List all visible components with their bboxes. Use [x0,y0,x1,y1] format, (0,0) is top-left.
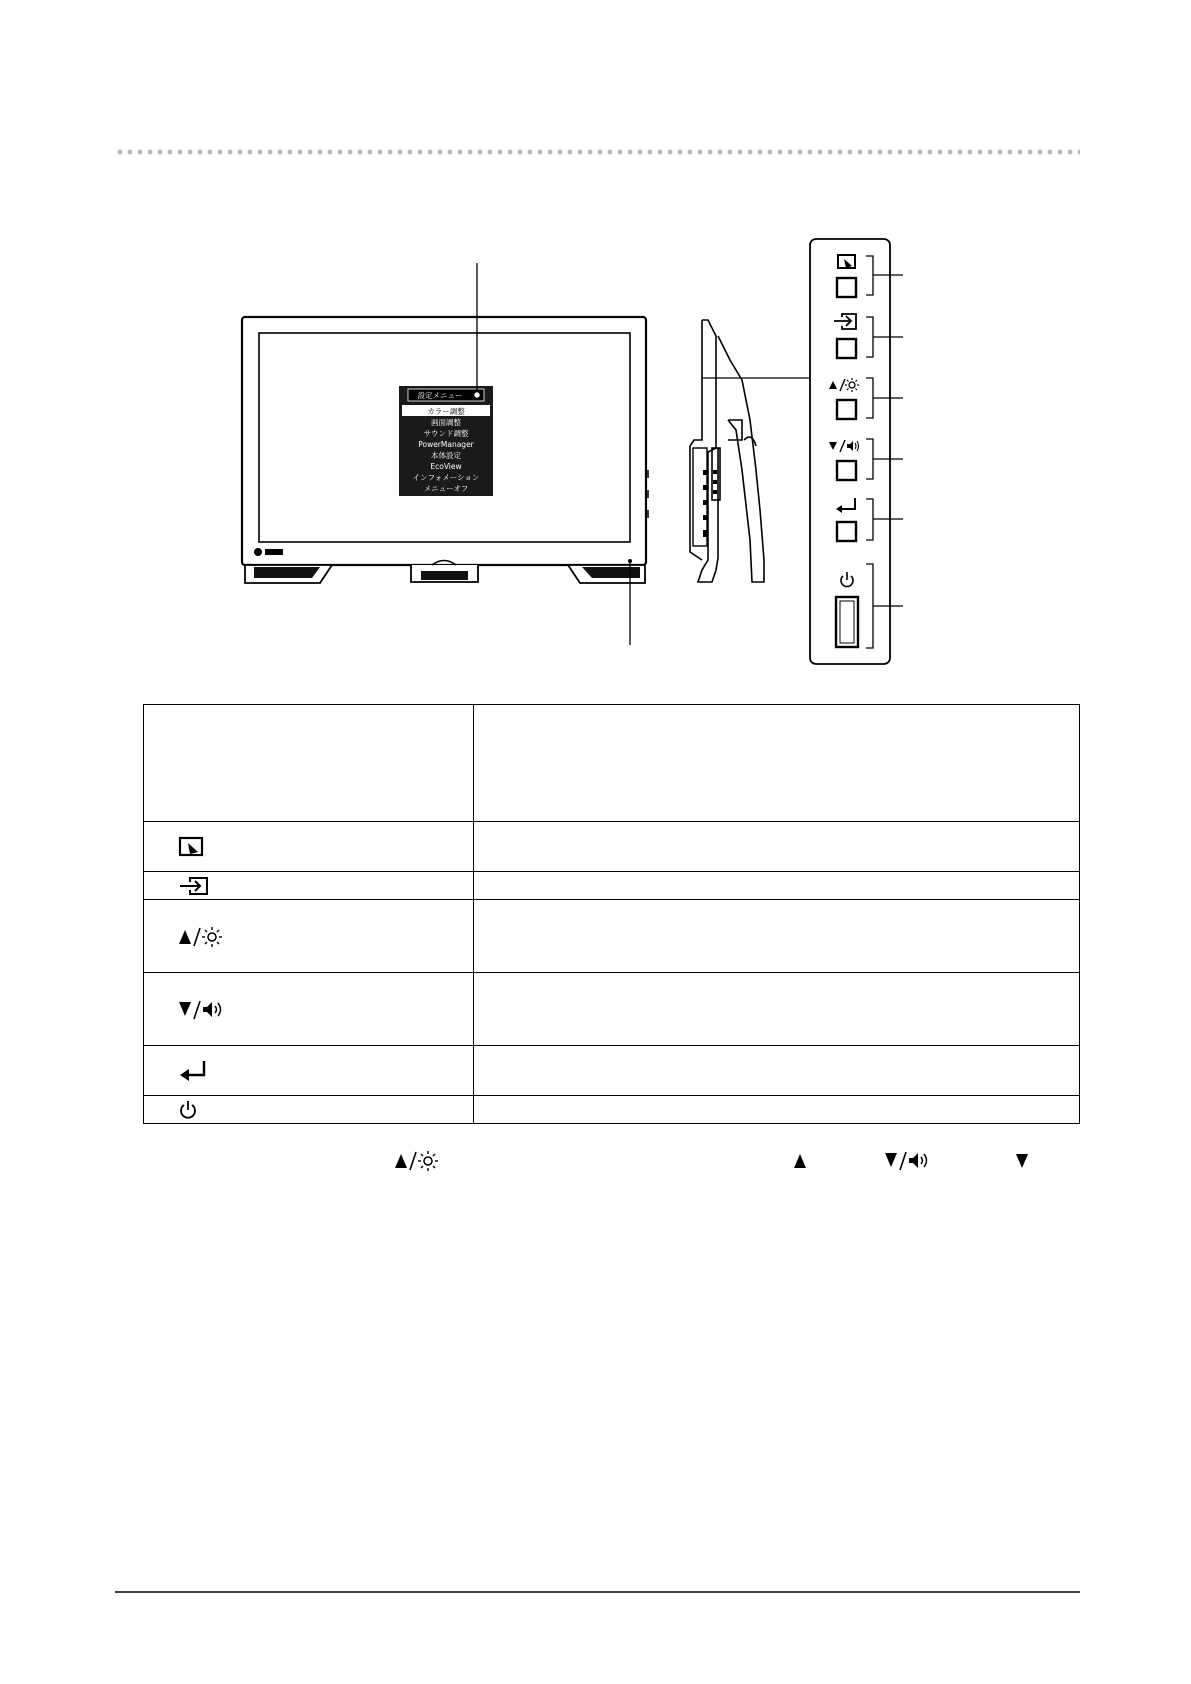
enter-button[interactable] [837,522,856,541]
up-arrow-icon [792,1152,808,1170]
table-cell-description [474,705,1080,822]
table-cell-control [144,822,474,872]
table-row [144,1096,1080,1124]
down-volume-button[interactable] [837,461,856,480]
power-indicator [628,559,632,563]
osd-menu-item: 画面調整 [431,418,461,427]
table-cell-description [474,1096,1080,1124]
table-cell-description [474,872,1080,900]
table-row [144,1046,1080,1096]
eizo-logo [254,548,283,556]
control-button-panel [810,239,903,664]
table-cell-control [144,705,474,822]
table-row [144,822,1080,872]
table-cell-description [474,1046,1080,1096]
up-brightness-button[interactable] [837,400,856,419]
up-brightness-icon [393,1149,441,1171]
table-cell-description [474,973,1080,1046]
osd-setting-menu [399,386,493,496]
controls-table [143,704,1080,1124]
down-volume-icon [178,998,224,1020]
power-icon [178,1100,198,1120]
table-row [144,973,1080,1046]
table-cell-control [144,973,474,1046]
table-cell-control [144,872,474,900]
osd-menu-item: 本体設定 [431,451,461,460]
footer-rule [115,1591,1080,1593]
side-port-icons [703,470,717,537]
table-cell-description [474,900,1080,973]
input-switch-icon [178,876,210,896]
table-row [144,872,1080,900]
osd-menu-item: インフォメーション [412,473,480,482]
osd-menu-item: カラー調整 [427,407,465,416]
monitor-diagram [0,0,1191,680]
table-row [144,900,1080,973]
osd-menu-item: メニューオフ [423,484,469,493]
touch-mode-button[interactable] [837,278,856,297]
table-cell-control [144,900,474,973]
table-cell-control [144,1096,474,1124]
osd-menu-item: サウンド調整 [423,429,469,438]
osd-menu-item: EcoView [430,462,462,471]
osd-menu-title: 設定メニュー [417,391,463,400]
down-arrow-icon [1014,1152,1030,1170]
table-row [144,705,1080,822]
power-button[interactable] [836,597,858,647]
touch-mode-icon [178,836,204,858]
monitor-side-view [690,320,810,582]
input-switch-button[interactable] [837,339,856,358]
table-cell-control [144,1046,474,1096]
up-brightness-icon [178,925,224,947]
down-volume-icon [883,1149,931,1171]
table-cell-description [474,822,1080,872]
osd-menu-item: PowerManager [418,440,474,449]
enter-icon [178,1059,208,1083]
